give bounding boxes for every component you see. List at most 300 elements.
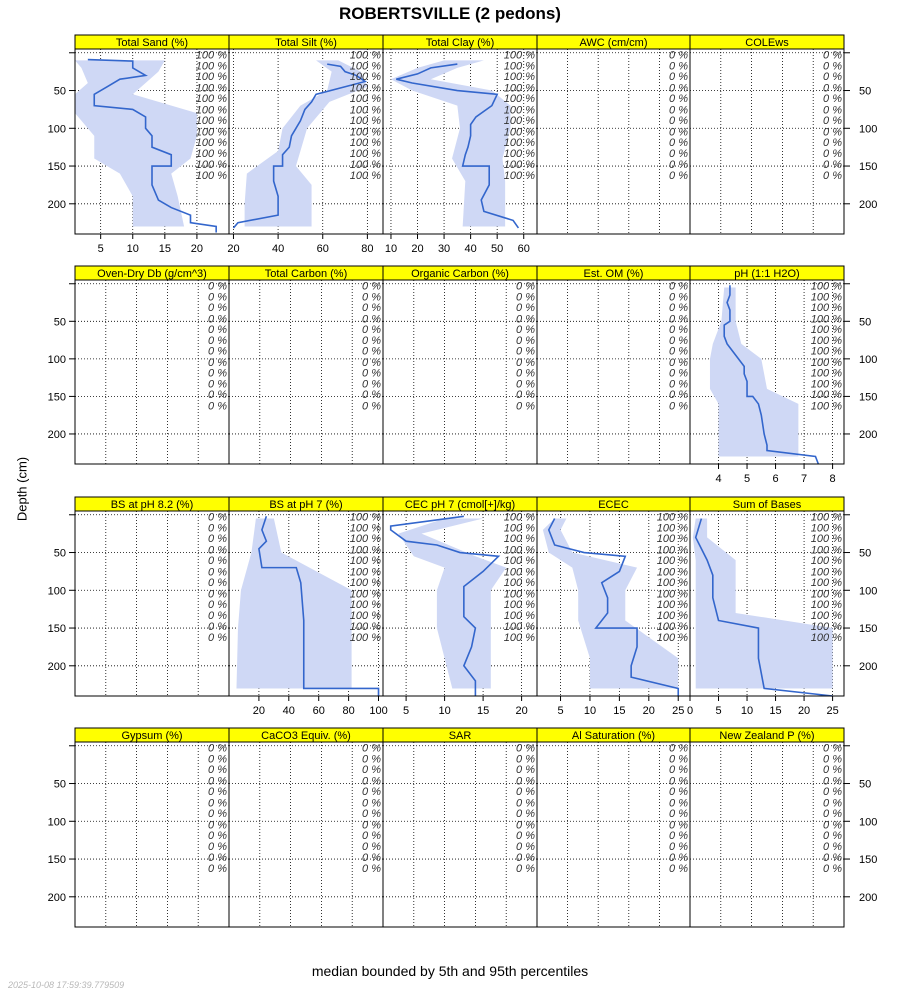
panel-15-pct-label: 100 % (810, 522, 842, 535)
panel-5-pct-label: 0 % (823, 71, 842, 84)
panel-17-pct-label: 0 % (362, 863, 381, 876)
panel-15-pct-label: 100 % (810, 632, 842, 645)
panel-3-pct-label: 100 % (503, 82, 535, 95)
depth-tick-label: 150 (859, 623, 878, 636)
panel-14-xtick-label: 25 (672, 705, 685, 717)
panel-18-title: SAR (448, 730, 472, 742)
panel-4-pct-label: 0 % (669, 93, 688, 106)
panel-2-pct-label: 100 % (349, 60, 381, 73)
panel-13-pct-label: 100 % (503, 522, 535, 535)
panel-3-xtick-label: 30 (437, 243, 451, 255)
panel-18-pct-label: 0 % (516, 753, 535, 766)
panel-5-pct-label: 0 % (823, 60, 842, 73)
panel-6-pct-label: 0 % (208, 389, 227, 402)
panel-20-frame (690, 742, 844, 927)
panel-20-pct-label: 0 % (823, 829, 842, 842)
panel-4-pct-label: 0 % (669, 71, 688, 84)
panel-9-pct-label: 0 % (669, 389, 688, 402)
depth-tick-label: 200 (47, 891, 66, 904)
panel-6-pct-label: 0 % (208, 323, 227, 336)
depth-tick-label: 100 (47, 585, 66, 598)
panel-18-pct-label: 0 % (516, 775, 535, 788)
panel-8-pct-label: 0 % (516, 291, 535, 304)
panel-15-xtick-label: 5 (715, 705, 722, 717)
panel-1-title: Total Sand (%) (115, 37, 189, 49)
depth-tick-label: 200 (859, 660, 878, 673)
panel-17-pct-label: 0 % (362, 742, 381, 755)
panel-6-pct-label: 0 % (208, 291, 227, 304)
panel-5-pct-label: 0 % (823, 104, 842, 117)
panel-10-pct-label: 100 % (810, 291, 842, 304)
panel-13-band (398, 519, 506, 689)
panel-17-pct-label: 0 % (362, 841, 381, 854)
panel-8-pct-label: 0 % (516, 367, 535, 380)
depth-tick-label: 200 (859, 198, 878, 211)
panel-13-pct-label: 100 % (503, 511, 535, 524)
depth-tick-label: 50 (53, 85, 66, 98)
depth-tick-label: 100 (47, 353, 66, 366)
panel-14-pct-label: 100 % (656, 544, 688, 557)
panel-14-pct-label: 100 % (656, 533, 688, 546)
panel-11-title: BS at pH 8.2 (%) (110, 499, 194, 511)
panel-17-pct-label: 0 % (362, 797, 381, 810)
panel-7-frame (229, 280, 383, 464)
panel-5-pct-label: 0 % (823, 93, 842, 106)
panel-2-xtick-label: 80 (361, 243, 374, 255)
panel-20-pct-label: 0 % (823, 775, 842, 788)
depth-tick-label: 100 (47, 123, 66, 136)
panel-12-pct-label: 100 % (349, 555, 381, 568)
panel-10-title: pH (1:1 H2O) (734, 268, 800, 280)
panel-7-pct-label: 0 % (362, 367, 381, 380)
panel-18-pct-label: 0 % (516, 764, 535, 777)
panel-20-pct-label: 0 % (823, 753, 842, 766)
panel-7-pct-label: 0 % (362, 400, 381, 413)
depth-tick-label: 200 (47, 660, 66, 673)
panel-10-pct-label: 100 % (810, 378, 842, 391)
depth-tick-label: 100 (859, 353, 878, 366)
panel-19-pct-label: 0 % (669, 829, 688, 842)
panel-3-pct-label: 100 % (503, 158, 535, 171)
panel-15-pct-label: 100 % (810, 598, 842, 611)
panel-5-pct-label: 0 % (823, 148, 842, 161)
panel-15-pct-label: 100 % (810, 610, 842, 623)
panel-12-pct-label: 100 % (349, 566, 381, 579)
panel-12-band (236, 519, 351, 689)
panel-18-frame (383, 742, 537, 927)
panel-4-frame (537, 49, 690, 234)
depth-tick-label: 50 (859, 547, 872, 560)
panel-18-pct-label: 0 % (516, 786, 535, 799)
panel-18-pct-label: 0 % (516, 742, 535, 755)
panel-19-pct-label: 0 % (669, 775, 688, 788)
panel-19-pct-label: 0 % (669, 764, 688, 777)
panel-3-band (391, 60, 510, 226)
panel-2-xtick-label: 20 (227, 243, 240, 255)
panel-18-pct-label: 0 % (516, 829, 535, 842)
panel-20-pct-label: 0 % (823, 807, 842, 820)
panel-8-pct-label: 0 % (516, 378, 535, 391)
panel-3-pct-label: 100 % (503, 104, 535, 117)
panel-13-pct-label: 100 % (503, 598, 535, 611)
panel-13-pct-label: 100 % (503, 576, 535, 589)
panel-14-xtick-label: 10 (583, 705, 597, 717)
panel-18-pct-label: 0 % (516, 819, 535, 832)
panel-12-pct-label: 100 % (349, 620, 381, 633)
panel-13-xtick-label: 10 (438, 705, 451, 717)
panel-3-xtick-label: 40 (464, 243, 477, 255)
panel-5-title: COLEws (745, 37, 789, 49)
panel-18-pct-label: 0 % (516, 863, 535, 876)
panel-10-pct-label: 100 % (810, 323, 842, 336)
panel-10-xtick-label: 5 (743, 473, 751, 485)
panel-17-frame (229, 742, 383, 927)
panel-4-pct-label: 0 % (669, 82, 688, 95)
panel-9-frame (537, 280, 690, 464)
panel-11-pct-label: 0 % (208, 620, 227, 633)
panel-9-pct-label: 0 % (669, 313, 688, 326)
panel-17-pct-label: 0 % (362, 851, 381, 864)
panel-12-pct-label: 100 % (349, 511, 381, 524)
panel-12-pct-label: 100 % (349, 610, 381, 623)
panel-13-pct-label: 100 % (503, 588, 535, 601)
panel-17-pct-label: 0 % (362, 764, 381, 777)
panel-6-pct-label: 0 % (208, 313, 227, 326)
panel-5-pct-label: 0 % (823, 170, 842, 183)
panel-9-pct-label: 0 % (669, 280, 688, 293)
panel-7-pct-label: 0 % (362, 335, 381, 348)
panel-1-band (75, 60, 197, 226)
panel-20-pct-label: 0 % (823, 841, 842, 854)
panel-13-xtick-label: 15 (476, 705, 490, 717)
panel-2-pct-label: 100 % (349, 148, 381, 161)
panel-1-pct-label: 100 % (195, 126, 227, 139)
panel-15-pct-label: 100 % (810, 544, 842, 557)
panel-5-pct-label: 0 % (823, 158, 842, 171)
panel-12-pct-label: 100 % (349, 576, 381, 589)
panel-19-pct-label: 0 % (669, 786, 688, 799)
panel-11-frame (75, 511, 229, 696)
panel-12-xtick-label: 100 (369, 705, 388, 717)
panel-4-pct-label: 0 % (669, 148, 688, 161)
panel-16-frame (75, 742, 229, 927)
panel-10-pct-label: 100 % (810, 345, 842, 358)
panel-18-pct-label: 0 % (516, 797, 535, 810)
panel-4-pct-label: 0 % (669, 114, 688, 127)
panel-7-pct-label: 0 % (362, 378, 381, 391)
depth-tick-label: 50 (859, 778, 872, 791)
panel-14-title: ECEC (598, 499, 629, 511)
panel-12-pct-label: 100 % (349, 598, 381, 611)
panel-17-pct-label: 0 % (362, 753, 381, 766)
panel-19-frame (537, 742, 690, 927)
panel-16-title: Gypsum (%) (121, 730, 183, 742)
depth-tick-label: 50 (53, 547, 66, 560)
panel-6-title: Oven-Dry Db (g/cm^3) (97, 268, 207, 280)
panel-13-pct-label: 100 % (503, 533, 535, 546)
panel-15-pct-label: 100 % (810, 588, 842, 601)
panel-12-pct-label: 100 % (349, 533, 381, 546)
panel-2-xtick-label: 60 (316, 243, 329, 255)
panel-6-pct-label: 0 % (208, 302, 227, 315)
panel-20-pct-label: 0 % (823, 863, 842, 876)
panel-10-xtick-label: 8 (829, 473, 836, 485)
panel-10-pct-label: 100 % (810, 367, 842, 380)
panel-16-pct-label: 0 % (208, 863, 227, 876)
panel-8-pct-label: 0 % (516, 313, 535, 326)
panel-15-xtick-label: 10 (740, 705, 754, 717)
panel-5-frame (690, 49, 844, 234)
panel-3-pct-label: 100 % (503, 136, 535, 149)
panel-2-pct-label: 100 % (349, 136, 381, 149)
panel-12-xtick-label: 20 (252, 705, 266, 717)
depth-tick-label: 150 (859, 854, 878, 867)
panel-16-pct-label: 0 % (208, 786, 227, 799)
panel-12-pct-label: 100 % (349, 588, 381, 601)
panel-14-pct-label: 100 % (656, 522, 688, 535)
panel-4-pct-label: 0 % (669, 49, 688, 62)
depth-tick-label: 50 (53, 778, 66, 791)
panel-11-pct-label: 0 % (208, 566, 227, 579)
panel-14-xtick-label: 20 (642, 705, 655, 717)
panel-13-title: CEC pH 7 (cmol[+]/kg) (404, 499, 516, 511)
depth-tick-label: 100 (859, 123, 878, 136)
panel-2-pct-label: 100 % (349, 71, 381, 84)
panel-9-pct-label: 0 % (669, 302, 688, 315)
panel-14-pct-label: 100 % (656, 620, 688, 633)
panel-9-pct-label: 0 % (669, 323, 688, 336)
depth-tick-label: 50 (859, 85, 872, 98)
panel-14-pct-label: 100 % (656, 598, 688, 611)
panel-2-xtick-label: 40 (271, 243, 285, 255)
panel-16-pct-label: 0 % (208, 807, 227, 820)
panel-7-pct-label: 0 % (362, 291, 381, 304)
depth-tick-label: 200 (859, 891, 878, 904)
depth-tick-label: 50 (53, 316, 66, 329)
panel-1-pct-label: 100 % (195, 148, 227, 161)
panel-20-pct-label: 0 % (823, 764, 842, 777)
panel-10-pct-label: 100 % (810, 389, 842, 402)
panel-8-title: Organic Carbon (%) (411, 268, 509, 280)
panel-1-pct-label: 100 % (195, 114, 227, 127)
panel-9-pct-label: 0 % (669, 291, 688, 304)
panel-16-pct-label: 0 % (208, 797, 227, 810)
panel-10-pct-label: 100 % (810, 280, 842, 293)
panel-17-pct-label: 0 % (362, 829, 381, 842)
panel-20-pct-label: 0 % (823, 851, 842, 864)
panel-3-pct-label: 100 % (503, 93, 535, 106)
panel-7-pct-label: 0 % (362, 323, 381, 336)
panel-3-xtick-label: 60 (517, 243, 530, 255)
panel-7-pct-label: 0 % (362, 345, 381, 358)
panel-4-pct-label: 0 % (669, 136, 688, 149)
panel-3-title: Total Clay (%) (425, 37, 495, 49)
panel-1-pct-label: 100 % (195, 93, 227, 106)
panel-5-pct-label: 0 % (823, 82, 842, 95)
panel-11-pct-label: 0 % (208, 511, 227, 524)
panel-10-pct-label: 100 % (810, 313, 842, 326)
panel-16-pct-label: 0 % (208, 819, 227, 832)
panel-17-title: CaCO3 Equiv. (%) (261, 730, 351, 742)
panel-1-pct-label: 100 % (195, 136, 227, 149)
panel-16-pct-label: 0 % (208, 764, 227, 777)
panel-19-pct-label: 0 % (669, 863, 688, 876)
panel-20-pct-label: 0 % (823, 797, 842, 810)
panel-15-title: Sum of Bases (732, 499, 802, 511)
panel-16-pct-label: 0 % (208, 753, 227, 766)
panel-8-pct-label: 0 % (516, 356, 535, 369)
panel-11-pct-label: 0 % (208, 610, 227, 623)
chart-caption: median bounded by 5th and 95th percentiles (311, 963, 589, 979)
panel-14-pct-label: 100 % (656, 576, 688, 589)
panel-14-pct-label: 100 % (656, 632, 688, 645)
depth-tick-label: 100 (859, 816, 878, 829)
panel-6-pct-label: 0 % (208, 356, 227, 369)
panel-8-pct-label: 0 % (516, 323, 535, 336)
panel-11-pct-label: 0 % (208, 588, 227, 601)
panel-16-pct-label: 0 % (208, 829, 227, 842)
panel-8-pct-label: 0 % (516, 302, 535, 315)
panel-1-pct-label: 100 % (195, 60, 227, 73)
panel-16-pct-label: 0 % (208, 841, 227, 854)
panel-11-pct-label: 0 % (208, 533, 227, 546)
panel-15-pct-label: 100 % (810, 533, 842, 546)
timestamp: 2025-10-08 17:59:39.779509 (8, 980, 125, 990)
panel-7-pct-label: 0 % (362, 389, 381, 402)
panel-4-pct-label: 0 % (669, 60, 688, 73)
panel-12-xtick-label: 80 (342, 705, 355, 717)
panel-19-pct-label: 0 % (669, 742, 688, 755)
panel-19-pct-label: 0 % (669, 841, 688, 854)
panel-4-pct-label: 0 % (669, 170, 688, 183)
panel-5-pct-label: 0 % (823, 114, 842, 127)
panel-3-pct-label: 100 % (503, 170, 535, 183)
panel-13-pct-label: 100 % (503, 566, 535, 579)
panel-4-pct-label: 0 % (669, 158, 688, 171)
panel-1-pct-label: 100 % (195, 104, 227, 117)
panel-12-pct-label: 100 % (349, 544, 381, 557)
panel-12-pct-label: 100 % (349, 632, 381, 645)
panel-1-pct-label: 100 % (195, 82, 227, 95)
panel-2-pct-label: 100 % (349, 158, 381, 171)
panel-1-pct-label: 100 % (195, 49, 227, 62)
panel-5-pct-label: 0 % (823, 49, 842, 62)
panel-9-title: Est. OM (%) (583, 268, 644, 280)
panel-13-xtick-label: 20 (515, 705, 528, 717)
panel-8-pct-label: 0 % (516, 335, 535, 348)
depth-tick-label: 100 (47, 816, 66, 829)
panel-12-xtick-label: 40 (282, 705, 295, 717)
panel-3-xtick-label: 20 (411, 243, 424, 255)
panel-10-band (710, 288, 798, 457)
panel-1-pct-label: 100 % (195, 170, 227, 183)
depth-tick-label: 150 (47, 161, 66, 174)
panel-3-pct-label: 100 % (503, 60, 535, 73)
panel-15-xtick-label: 20 (797, 705, 811, 717)
panel-20-pct-label: 0 % (823, 742, 842, 755)
panel-20-pct-label: 0 % (823, 819, 842, 832)
panel-1-xtick-label: 5 (97, 243, 104, 255)
panel-2-title: Total Silt (%) (275, 37, 337, 49)
panel-5-pct-label: 0 % (823, 136, 842, 149)
panel-4-pct-label: 0 % (669, 104, 688, 117)
panel-14-xtick-label: 5 (557, 705, 564, 717)
panel-10-xtick-label: 6 (772, 473, 779, 485)
panel-2-pct-label: 100 % (349, 126, 381, 139)
panel-10-pct-label: 100 % (810, 335, 842, 348)
panel-15-pct-label: 100 % (810, 620, 842, 633)
panel-1-xtick-label: 15 (158, 243, 171, 255)
panel-11-pct-label: 0 % (208, 544, 227, 557)
panel-11-pct-label: 0 % (208, 555, 227, 568)
panel-15-pct-label: 100 % (810, 576, 842, 589)
panel-14-pct-label: 100 % (656, 610, 688, 623)
depth-tick-label: 150 (47, 391, 66, 404)
panel-15-xtick-label: 0 (686, 705, 694, 717)
panel-7-pct-label: 0 % (362, 356, 381, 369)
panel-19-title: Al Saturation (%) (571, 730, 656, 742)
panel-14-pct-label: 100 % (656, 566, 688, 579)
panel-4-pct-label: 0 % (669, 126, 688, 139)
panel-16-pct-label: 0 % (208, 742, 227, 755)
panel-8-pct-label: 0 % (516, 280, 535, 293)
panel-8-pct-label: 0 % (516, 400, 535, 413)
panel-11-pct-label: 0 % (208, 632, 227, 645)
panel-9-pct-label: 0 % (669, 367, 688, 380)
panel-4-title: AWC (cm/cm) (579, 37, 648, 49)
panel-9-pct-label: 0 % (669, 335, 688, 348)
panel-13-pct-label: 100 % (503, 544, 535, 557)
panel-10-pct-label: 100 % (810, 400, 842, 413)
panel-13-pct-label: 100 % (503, 610, 535, 623)
panel-19-pct-label: 0 % (669, 807, 688, 820)
panel-13-pct-label: 100 % (503, 555, 535, 568)
panel-6-pct-label: 0 % (208, 367, 227, 380)
panel-9-pct-label: 0 % (669, 345, 688, 358)
panel-13-xtick-label: 5 (403, 705, 410, 717)
panel-19-pct-label: 0 % (669, 753, 688, 766)
panel-5-pct-label: 0 % (823, 126, 842, 139)
depth-tick-label: 150 (47, 854, 66, 867)
panel-1-pct-label: 100 % (195, 158, 227, 171)
depth-tick-label: 150 (859, 161, 878, 174)
panel-1-pct-label: 100 % (195, 71, 227, 84)
panel-19-pct-label: 0 % (669, 819, 688, 832)
panel-3-pct-label: 100 % (503, 148, 535, 161)
panel-15-pct-label: 100 % (810, 511, 842, 524)
panel-11-pct-label: 0 % (208, 576, 227, 589)
panel-14-xtick-label: 15 (613, 705, 626, 717)
panel-20-pct-label: 0 % (823, 786, 842, 799)
depth-tick-label: 150 (47, 623, 66, 636)
panel-19-pct-label: 0 % (669, 851, 688, 864)
panel-12-xtick-label: 60 (312, 705, 325, 717)
panel-1-xtick-label: 10 (126, 243, 139, 255)
panel-7-pct-label: 0 % (362, 302, 381, 315)
panel-12-pct-label: 100 % (349, 522, 381, 535)
panel-11-pct-label: 0 % (208, 522, 227, 535)
panel-17-pct-label: 0 % (362, 819, 381, 832)
panel-2-pct-label: 100 % (349, 82, 381, 95)
panel-18-pct-label: 0 % (516, 841, 535, 854)
y-axis-label: Depth (cm) (14, 456, 30, 522)
panel-1-xtick-label: 20 (190, 243, 204, 255)
panel-8-pct-label: 0 % (516, 345, 535, 358)
panel-2-pct-label: 100 % (349, 93, 381, 106)
panel-16-pct-label: 0 % (208, 775, 227, 788)
panel-7-pct-label: 0 % (362, 313, 381, 326)
panel-2-pct-label: 100 % (349, 49, 381, 62)
